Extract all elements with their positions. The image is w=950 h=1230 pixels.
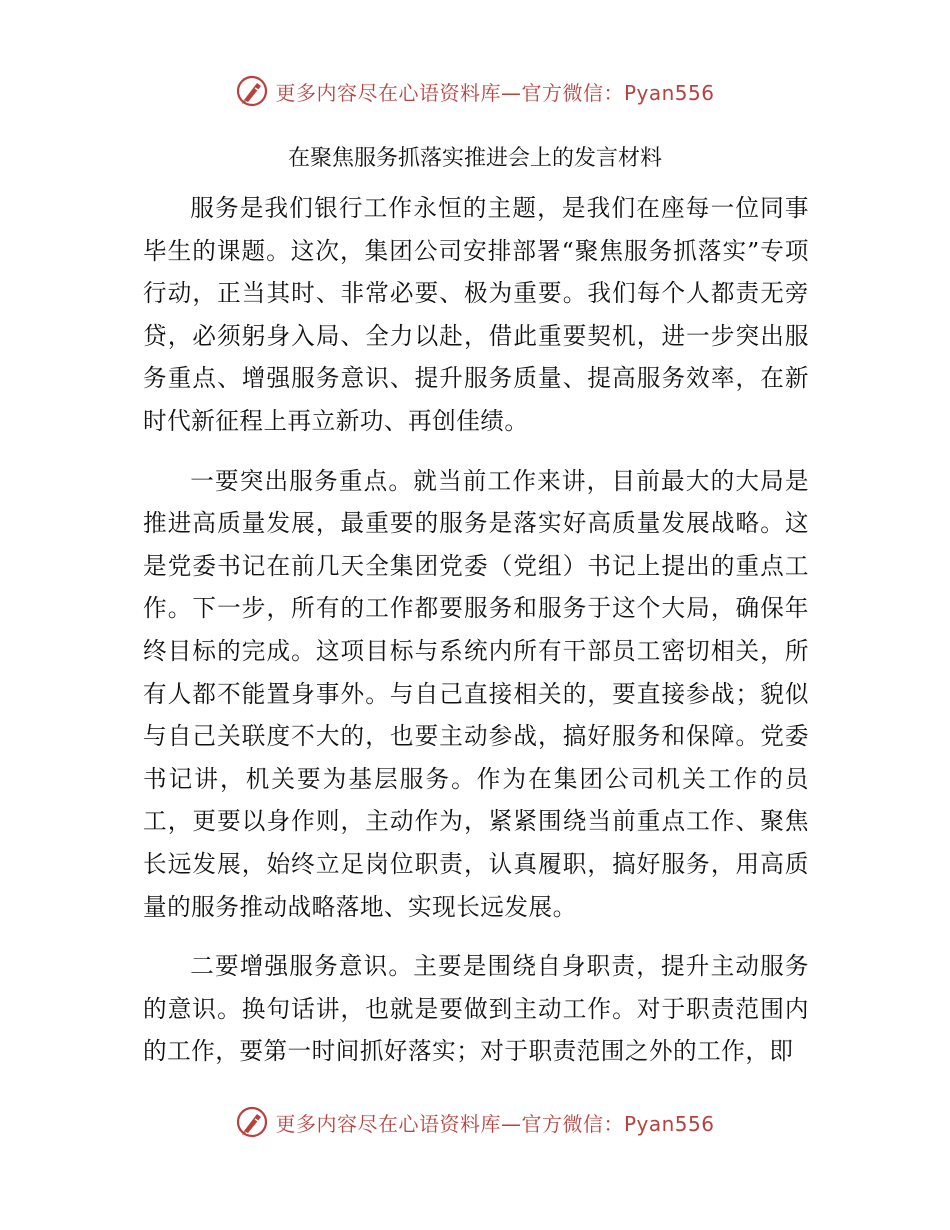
- document-title: 在聚焦服务抓落实推进会上的发言材料: [287, 146, 662, 171]
- header-banner: [0, 68, 950, 114]
- quill-pen-logo-icon: [235, 74, 269, 108]
- footer-banner: [0, 1099, 950, 1145]
- document-body: [143, 187, 809, 1090]
- header-banner-text: 更多内容尽在心语资料库—官方微信：Pyan556: [275, 80, 715, 105]
- paragraph-intro: 服务是我们银行工作永恒的主题，是我们在座每一位同事毕生的课题。这次，集团公司安排部署“聚焦服务抓落实”专项行动，正当其时、非常必要、极为重要。我们每个人都责无旁贷，必须躬身入局、全力以赴，借此重要契机，进一步突出服务重点、增强服务意识、提升服务质量、提高服务效率，在新时代新征程上再立新功、再创佳绩。: [143, 194, 809, 435]
- footer-banner-text: 更多内容尽在心语资料库—官方微信：Pyan556: [275, 1111, 715, 1136]
- paragraph-service-focus: 一要突出服务重点。就当前工作来讲，目前最大的大局是推进高质量发展，最重要的服务是落实好高质量发展战略。这是党委书记在前几天全集团党委（党组）书记上提出的重点工作。下一步，所有的工作都要服务和服务于这个大局，确保年终目标的完成。这项目标与系统内所有干部员工密切相关，所有人都不能置身事外。与自己直接相关的，要直接参战；貌似与自己关联度不大的，也要主动参战，搞好服务和保障。党委书记讲，机关要为基层服务。作为在集团公司机关工作的员工，更要以身作则，主动作为，紧紧围绕当前重点工作、聚焦长远发展，始终立足岗位职责，认真履职，搞好服务，用高质量的服务推动战略落地、实现长远发展。: [143, 466, 809, 921]
- paragraph-service-awareness: 二要增强服务意识。主要是围绕自身职责，提升主动服务的意识。换句话讲，也就是要做到主动工作。对于职责范围内的工作，要第一时间抓好落实；对于职责范围之外的工作，即: [143, 952, 809, 1066]
- quill-pen-logo-icon: [235, 1105, 269, 1139]
